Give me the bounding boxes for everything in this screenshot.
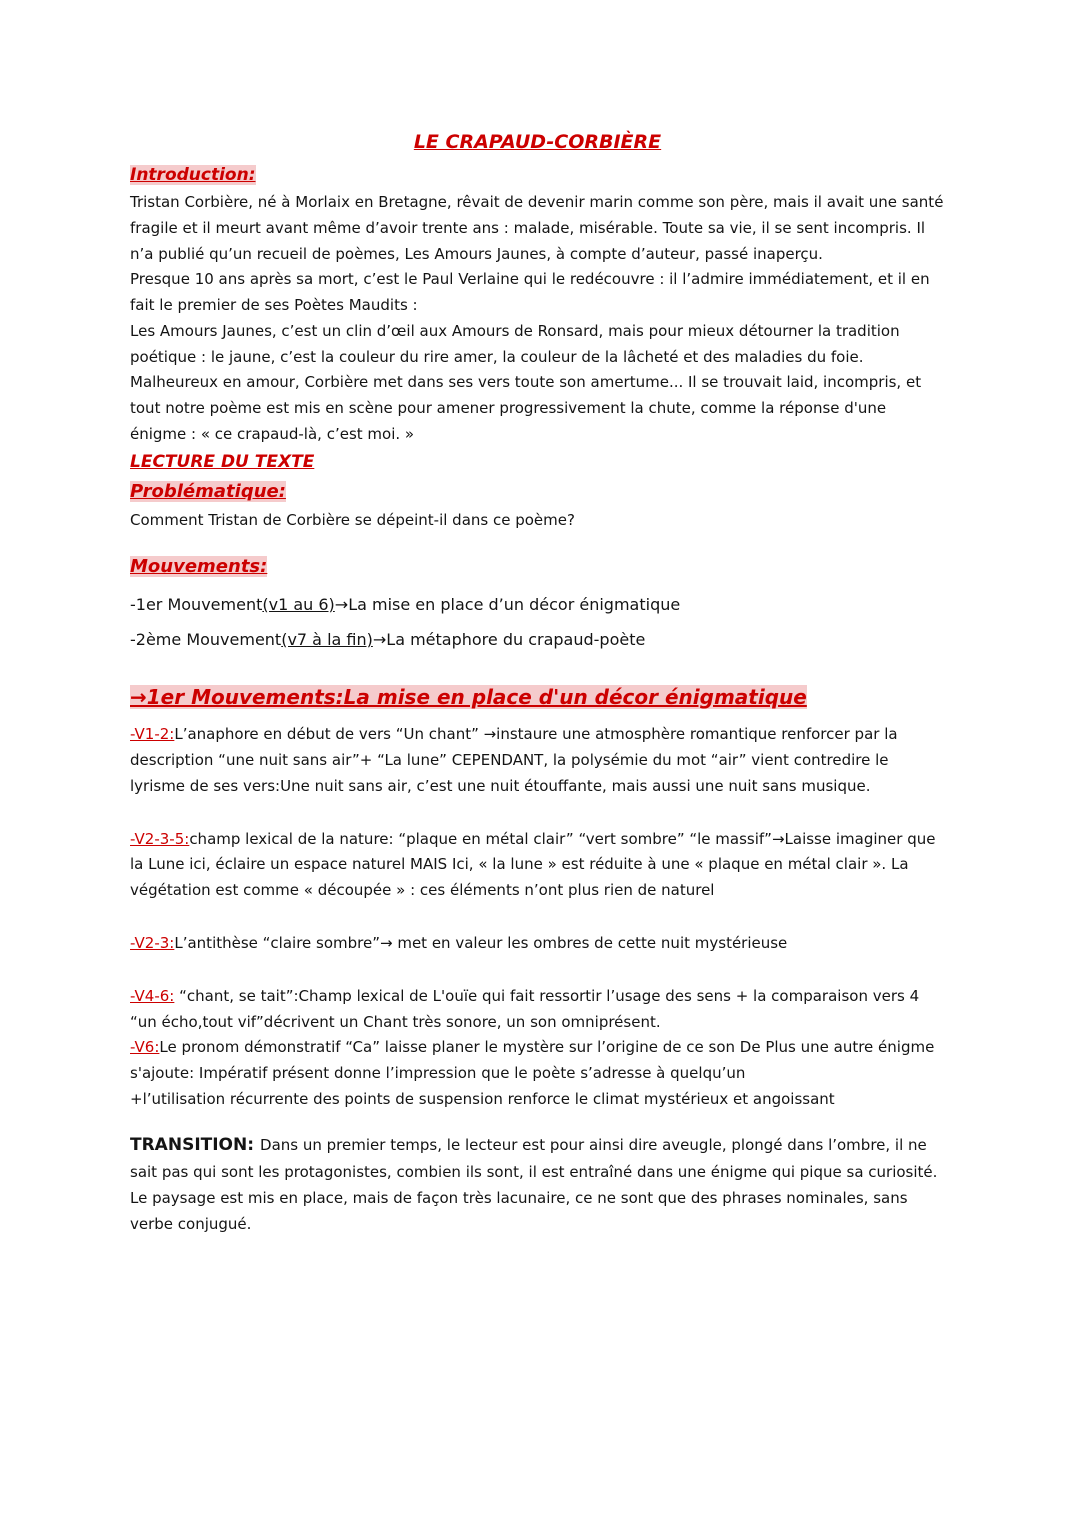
problematique-heading — [130, 477, 945, 508]
movement1-heading-text: →1er Mouvements:La mise en place d'un décor énigmatique — [130, 684, 807, 709]
mouvement-2-verses: (v7 à la fin) — [281, 630, 373, 650]
analysis-extra-line: +l’utilisation récurrente des points de suspension renforce le climat mystérieux et angoissant — [130, 1090, 835, 1108]
analysis-text-v1-2: L’anaphore en début de vers “Un chant” →instaure une atmosphère romantique renforcer par la description “une nuit sans air”+ “La lune” CEPENDANT, la polysémie du mot “air” vient contredire le lyrisme de ses vers:Une nuit sans air, c’est une nuit étouffante, mais aussi une nuit sans musique. — [130, 725, 898, 795]
verse-marker-v1-2: -V1-2: — [130, 725, 175, 744]
introduction-heading-text: Introduction: — [130, 164, 256, 185]
verse-marker-v2-3-5: -V2-3-5: — [130, 829, 190, 848]
introduction-heading — [130, 161, 945, 190]
analysis-item-v6 — [130, 1035, 945, 1087]
verse-marker-v6: -V6: — [130, 1038, 160, 1057]
analysis-text-v6: Le pronom démonstratif “Ca” laisse planer le mystère sur l’origine de ce son De Plus une autre énigme s'ajoute: Impératif présent donne l’impression que le poète s’adresse à quelqu’un — [130, 1038, 935, 1083]
analysis-item-v4-6 — [130, 984, 945, 1036]
problematique-question: Comment Tristan de Corbière se dépeint-il dans ce poème? — [130, 511, 575, 530]
mouvement-1-suffix: →La mise en place d’un décor énigmatique — [334, 594, 681, 614]
verse-marker-v2-3: -V2-3: — [130, 934, 175, 953]
mouvement-2-suffix: →La métaphore du crapaud-poète — [372, 630, 646, 650]
mouvement-2-prefix: -2ème Mouvement — [130, 630, 282, 650]
document-title — [130, 126, 945, 159]
intro-paragraph-3: Les Amours Jaunes, c’est un clin d’œil aux Amours de Ronsard, mais pour mieux détourner la tradition poétique : le jaune, c’est la couleur du rire amer, la couleur de la lâcheté et des maladies du foie. Malheureux en amour, Corbière met dans ses vers toute son amertume... Il se trouvait laid, incompris, et tout notre poème est mis en scène pour amener progressivement la chute, comme la réponse d'une énigme : « ce crapaud-là, c’est moi. » — [130, 321, 922, 444]
transition-paragraph — [130, 1131, 945, 1238]
mouvement-1-verses: (v1 au 6) — [262, 594, 335, 614]
problematique-heading-text: Problématique: — [130, 481, 286, 503]
analysis-item-v2-3 — [130, 931, 945, 957]
document-title-text: LE CRAPAUD-CORBIÈRE — [413, 131, 662, 153]
verse-marker-v4-6: -V4-6: — [130, 986, 175, 1005]
analysis-item-v2-3-5 — [130, 827, 945, 904]
analysis-item-v1-2 — [130, 722, 945, 799]
mouvement-item-2 — [130, 626, 945, 654]
mouvements-heading — [130, 552, 945, 583]
lecture-heading — [130, 448, 945, 477]
mouvements-heading-text: Mouvements: — [130, 555, 268, 577]
analysis-text-v2-3-5: champ lexical de la nature: “plaque en métal clair” “vert sombre” “le massif”→Laisse imaginer que la Lune ici, éclaire un espace naturel MAIS Ici, « la lune » est réduite à une « plaque en métal clair ». La végétation est comme « découpée » : ces éléments n’ont plus rien de naturel — [130, 829, 936, 900]
mouvement-item-1 — [130, 591, 945, 619]
analysis-text-v2-3: L’antithèse “claire sombre”→ met en valeur les ombres de cette nuit mystérieuse — [174, 934, 788, 953]
movement1-heading — [130, 680, 945, 714]
intro-paragraph-2: Presque 10 ans après sa mort, c’est le Paul Verlaine qui le redécouvre : il l’admire immédiatement, et il en fait le premier de ses Poètes Maudits : — [130, 270, 930, 315]
intro-paragraph-1: Tristan Corbière, né à Morlaix en Bretagne, rêvait de devenir marin comme son père, mais il avait une santé fragile et il meurt avant même d’avoir trente ans : malade, misérable. Toute sa vie, il se sent incompris. Il n’a publié qu’un recueil de poèmes, Les Amours Jaunes, à compte d’auteur, passé inaperçu. — [130, 192, 944, 263]
transition-text: Dans un premier temps, le lecteur est pour ainsi dire aveugle, plongé dans l’ombre, il ne sait pas qui sont les protagonistes, combien ils sont, il est entraîné dans une énigme qui pique sa curiosité. Le paysage est mis en place, mais de façon très lacunaire, ce ne sont que des phrases nominales, sans verbe conjugué. — [130, 1135, 938, 1233]
analysis-text-v4-6: “chant, se tait”:Champ lexical de L'ouïe qui fait ressortir l’usage des sens + la comparaison vers 4 “un écho,tout vif”décrivent un Chant très sonore, un son omniprésent. — [130, 986, 920, 1031]
lecture-heading-text: LECTURE DU TEXTE — [130, 451, 315, 472]
transition-label: TRANSITION: — [130, 1134, 255, 1155]
mouvement-1-prefix: -1er Mouvement — [130, 594, 263, 614]
